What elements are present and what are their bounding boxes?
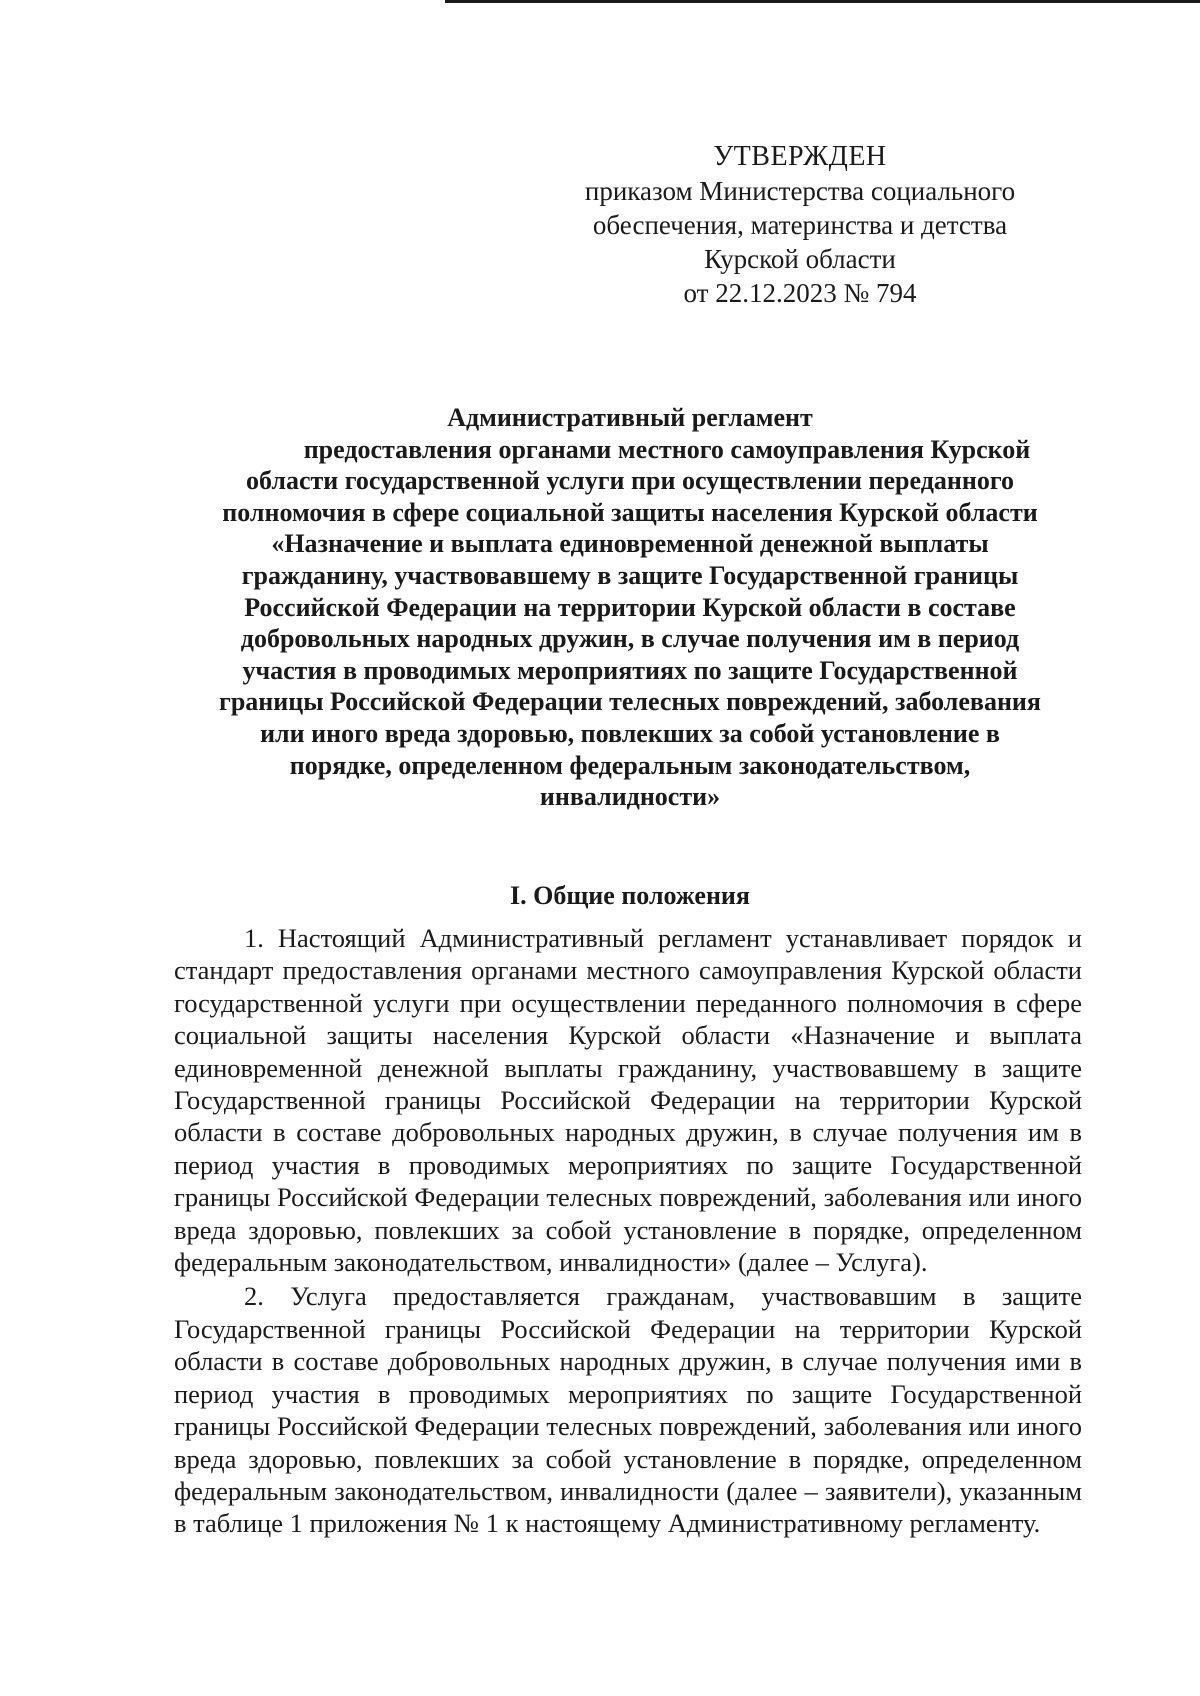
approval-line-2: обеспечения, материнства и детства [592,210,1008,240]
section-heading: I. Общие положения [510,881,750,910]
title-line: полномочия в сфере социальной защиты населения Курской области [222,497,1038,527]
title-line: добровольных народных дружин, в случае получения им в период [240,624,1020,654]
approval-line-4: от 22.12.2023 № 794 [683,278,917,308]
title-line: «Назначение и выплата единовременной денежной выплаты [271,529,989,559]
approval-line-1: приказом Министерства социального [584,176,1016,206]
title-line: области государственной услуги при осуществлении переданного [246,466,1014,496]
paragraph: 1. Настоящий Административный регламент устанавливает порядок и стандарт предоставления органами местного самоуправления Курской области государственной услуги при осуществлении переданного полномочия в сфере социальной защиты населения Курской области «Назначение и выплата единовременной денежной выплаты гражданину, участвовавшему в защите Государственной границы Российской Федерации на территории Курской области в составе добровольных народных дружин, в случае получения им в период участия в проводимых мероприятиях по защите Государственной границы Российской Федерации телесных повреждений, заболевания или иного вреда здоровью, повлекших за собой установление в порядке, определенном федеральным законодательством, инвалидности» (далее – Услуга). [174,923,1082,1278]
title-line: гражданину, участвовавшему в защите Государственной границы [241,560,1019,590]
approval-line-3: Курской области [704,244,896,274]
scan-border-line [445,0,1200,3]
title-line: границы Российской Федерации телесных повреждений, заболевания [219,687,1041,717]
title-line: Административный регламент [447,403,813,432]
section-body [174,922,1082,1540]
title-line: порядке, определенном федеральным законодательством, [289,750,971,780]
title-line: Российской Федерации на территории Курской области в составе [244,592,1016,622]
title-line: участия в проводимых мероприятиях по защите Государственной [242,655,1018,685]
title-line: предоставления органами местного самоуправления Курской [303,434,1031,464]
approval-title: УТВЕРЖДЕН [713,141,887,172]
title-line: инвалидности» [539,782,721,812]
document-title [170,402,1090,813]
title-line: или иного вреда здоровью, повлекших за собой установление в [260,718,1000,748]
paragraph: 2. Услуга предоставляется гражданам, участвовавшим в защите Государственной границы Российской Федерации на территории Курской области в составе добровольных народных дружин, в случае получения ими в период участия в проводимых мероприятиях по защите Государственной границы Российской Федерации телесных повреждений, заболевания или иного вреда здоровью, повлекших за собой установление в порядке, определенном федеральным законодательством, инвалидности (далее – заявители), указанным в таблице 1 приложения № 1 к настоящему Административному регламенту. [174,1281,1082,1539]
approval-stamp-block [560,140,1040,310]
